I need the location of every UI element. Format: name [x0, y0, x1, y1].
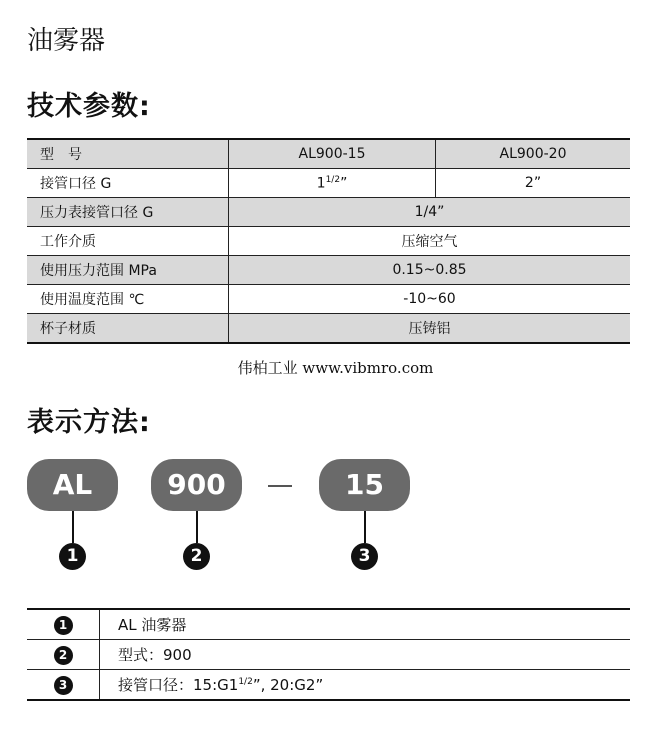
spec-value: 1/4” [229, 198, 631, 227]
section-title-params: 技术参数: [27, 91, 151, 122]
legend-marker-cell [27, 609, 100, 640]
spec-value: AL900-15 [229, 139, 436, 169]
connector-line [72, 511, 74, 543]
marker-3-icon: 3 [54, 676, 73, 695]
legend-table [27, 608, 630, 701]
watermark-text: 伟柏工业 www.vibmro.com [237, 359, 434, 377]
fraction-part: 1/2 [325, 174, 341, 185]
spec-label: 使用压力范围 MPa [27, 256, 229, 285]
legend-text: 接管口径：$15:G1^{1/2}$”, 20:G2” [100, 670, 631, 701]
marker-2-icon: 2 [54, 646, 73, 665]
spec-label: 接管口径 G [27, 169, 229, 198]
spec-value: 0.15~0.85 [229, 256, 631, 285]
spec-label: 使用温度范围 ℃ [27, 285, 229, 314]
code-box-series: AL [27, 459, 118, 511]
fraction-whole: 1 [316, 175, 326, 192]
connector-line [196, 511, 198, 543]
table-row [27, 314, 630, 344]
legend-text: AL 油雾器 [100, 609, 631, 640]
spec-value: -10~60 [229, 285, 631, 314]
fraction-suffix: ” [340, 175, 348, 192]
table-row [27, 256, 630, 285]
table-row [27, 285, 630, 314]
code-box-port: 15 [319, 459, 410, 511]
marker-1-icon: 1 [59, 543, 86, 570]
spec-label: 工作介质 [27, 227, 229, 256]
spec-label: 型 号 [27, 139, 229, 169]
table-row [27, 139, 630, 169]
legend-marker-cell [27, 670, 100, 701]
marker-2-icon: 2 [183, 543, 210, 570]
spec-value: 压铸铝 [229, 314, 631, 344]
table-row [27, 227, 630, 256]
spec-value [229, 169, 436, 198]
spec-value: 压缩空气 [229, 227, 631, 256]
legend-text: 型式：900 [100, 640, 631, 670]
dash-separator [268, 485, 292, 487]
spec-value: 2” [436, 169, 631, 198]
section-title-notation: 表示方法: [27, 407, 151, 438]
table-row [27, 169, 630, 198]
table-row [27, 609, 630, 640]
legend-marker-cell [27, 640, 100, 670]
spec-label: 压力表接管口径 G [27, 198, 229, 227]
table-row [27, 670, 630, 701]
marker-1-icon: 1 [54, 616, 73, 635]
connector-line [364, 511, 366, 543]
table-row [27, 198, 630, 227]
spec-label: 杯子材质 [27, 314, 229, 344]
code-box-type: 900 [151, 459, 242, 511]
marker-3-icon: 3 [351, 543, 378, 570]
table-row [27, 640, 630, 670]
page-title: 油雾器 [27, 26, 106, 56]
spec-table [27, 138, 630, 344]
spec-value: AL900-20 [436, 139, 631, 169]
